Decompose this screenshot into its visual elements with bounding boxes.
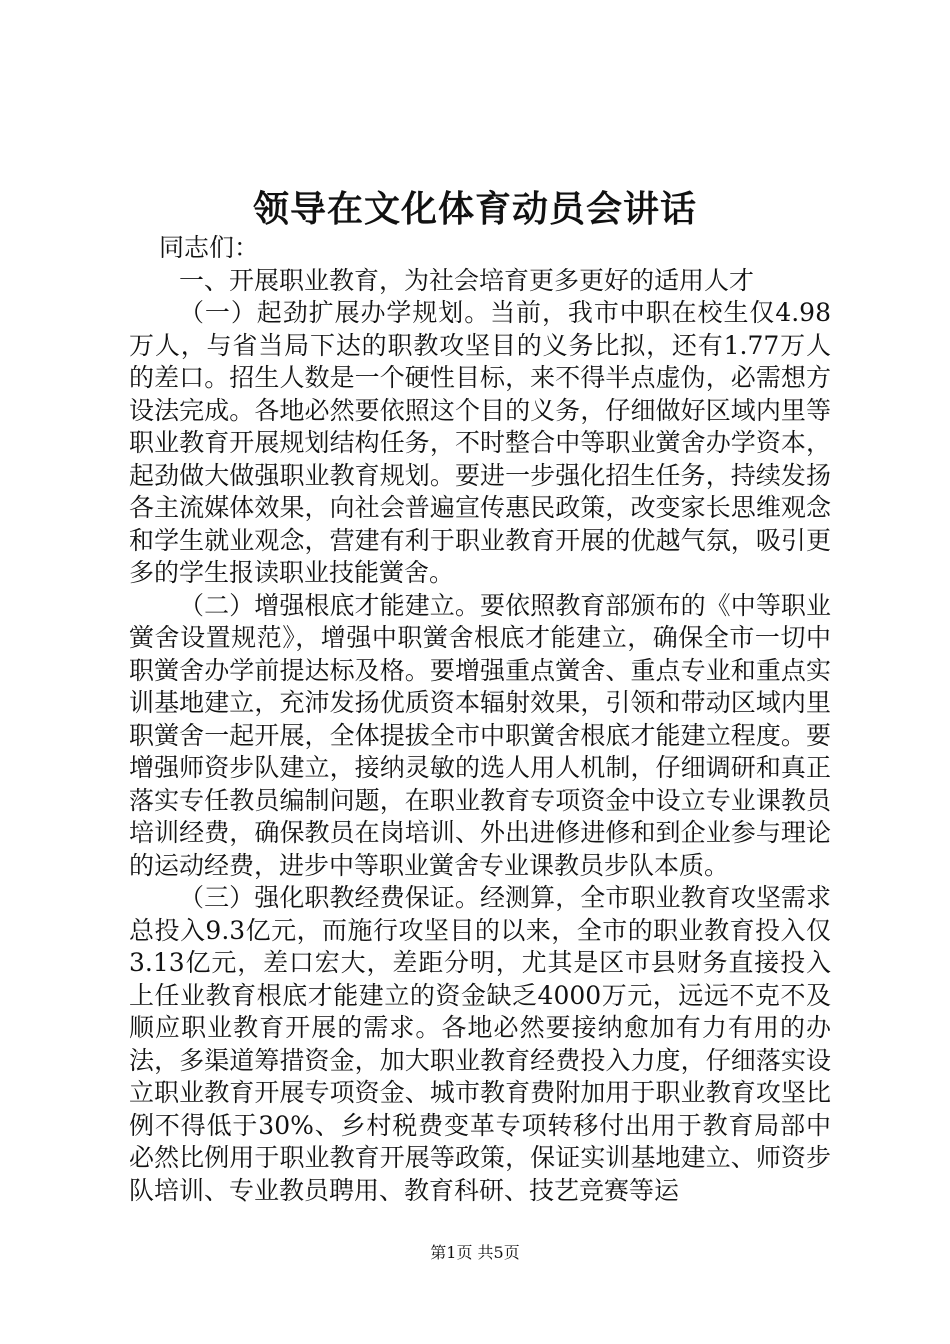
paragraph-3: （三）强化职教经费保证。经测算，全市职业教育攻坚需求总投入9.3亿元，而施行攻坚目的以来，全市的职业教育投入仅3.13亿元，差口宏大，差距分明，尤其是区市县财务直接投入上任业教育根底才能建立的资金缺乏4000万元，远远不克不及顺应职业教育开展的需求。各地必然要接纳愈加有力有用的办法，多渠道筹措资金，加大职业教育经费投入力度，仔细落实设立职业教育开展专项资金、城市教育费附加用于职业教育攻坚比例不得低于30%、乡村税费变革专项转移付出用于教育局部中必然比例用于职业教育开展等政策，保证实训基地建立、师资步队培训、专业教员聘用、教育科研、技艺竞赛等运 xyxy=(129,883,831,1205)
document-title: 领导在文化体育动员会讲话 xyxy=(252,188,697,230)
section-heading: 一、开展职业教育，为社会培育更多更好的适用人才 xyxy=(179,265,755,295)
page-footer: 第1页 共5页 xyxy=(430,1243,520,1262)
salutation: 同志们： xyxy=(159,233,260,262)
paragraph-2: （二）增强根底才能建立。要依照教育部颁布的《中等职业黉舍设置规范》，增强中职黉舍根底才能建立，确保全市一切中职黉舍办学前提达标及格。要增强重点黉舍、重点专业和重点实训基地建立，充沛发扬优质资本辐射效果，引领和带动区域内里职黉舍一起开展，全体提拔全市中职黉舍根底才能建立程度。要增强师资步队建立，接纳灵敏的选人用人机制，仔细调研和真正落实专任教员编制问题，在职业教育专项资金中设立专业课教员培训经费，确保教员在岗培训、外出进修进修和到企业参与理论的运动经费，进步中等职业黉舍专业课教员步队本质。 xyxy=(129,590,831,880)
document-body xyxy=(129,232,831,1207)
paragraph-1: （一）起劲扩展办学规划。当前，我市中职在校生仅4.98万人，与省当局下达的职教攻坚目的义务比拟，还有1.77万人的差口。招生人数是一个硬性目标，来不得半点虚伪，必需想方设法完成。各地必然要依照这个目的义务，仔细做好区域内里等职业教育开展规划结构任务，不时整合中等职业黉舍办学资本，起劲做大做强职业教育规划。要进一步强化招生任务，持续发扬各主流媒体效果，向社会普遍宣传惠民政策，改变家长思维观念和学生就业观念，营建有利于职业教育开展的优越气氛，吸引更多的学生报读职业技能黉舍。 xyxy=(129,298,831,587)
